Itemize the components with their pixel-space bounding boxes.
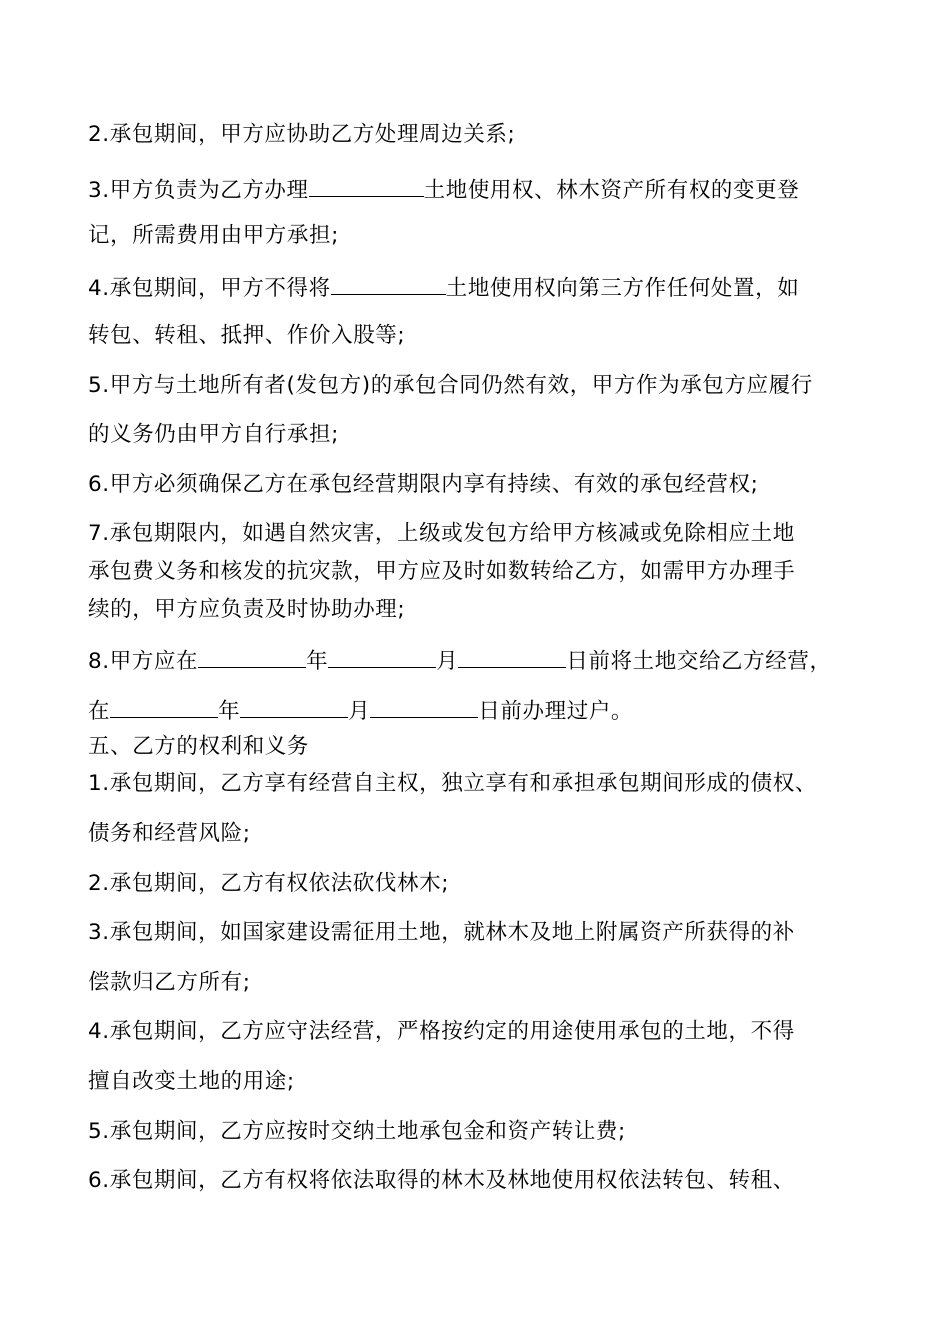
clause-a4 [88,272,878,303]
clause-a8-cont [88,695,878,726]
clause-b4: 4.承包期间，乙方应守法经营，严格按约定的用途使用承包的土地，不得 [88,1019,795,1044]
clause-a5: 5.甲方与土地所有者(发包方)的承包合同仍然有效，甲方作为承包方应履行 [88,373,813,398]
clause-a7-cont: 承包费义务和核发的抗灾款，甲方应及时如数转给乙方，如需甲方办理手 [88,559,796,584]
day-blank[interactable] [370,695,478,718]
clause-b1-cont: 债务和经营风险; [88,821,251,846]
clause-text: 3.甲方负责为乙方办理 [88,178,309,203]
clause-b1: 1.承包期间，乙方享有经营自主权，独立享有和承担承包期间形成的债权、 [88,771,817,796]
section-heading: 五、乙方的权利和义务 [88,734,310,759]
clause-b2: 2.承包期间，乙方有权依法砍伐林木; [88,871,450,896]
clause-text: 土地使用权、林木资产所有权的变更登 [423,178,800,203]
clause-text: 8.甲方应在 [88,649,199,674]
year-label: 年 [306,649,329,674]
clause-b6: 6.承包期间，乙方有权将依法取得的林木及林地使用权依法转包、转租、 [88,1168,795,1193]
year-blank[interactable] [198,645,306,668]
month-blank[interactable] [240,695,348,718]
clause-b4-cont: 擅自改变土地的用途; [88,1069,295,1094]
fill-blank[interactable] [331,272,446,295]
clause-text: 土地使用权向第三方作任何处置，如 [445,276,800,301]
day-blank[interactable] [458,645,566,668]
clause-a6: 6.甲方必须确保乙方在承包经营期限内享有持续、有效的承包经营权; [88,472,759,497]
clause-a3-cont: 记，所需费用由甲方承担; [88,223,339,248]
fill-blank[interactable] [309,174,424,197]
clause-text: 日前办理过户。 [478,699,634,724]
clause-b3: 3.承包期间，如国家建设需征用土地，就林木及地上附属资产所获得的补 [88,920,795,945]
clause-a7-cont: 续的，甲方应负责及时协助办理; [88,597,406,622]
clause-a4-cont: 转包、转租、抵押、作价入股等; [88,323,406,348]
clause-text: 4.承包期间，甲方不得将 [88,276,331,301]
clause-b5: 5.承包期间，乙方应按时交纳土地承包金和资产转让费; [88,1119,626,1144]
clause-a5-cont: 的义务仍由甲方自行承担; [88,422,339,447]
month-label: 月 [348,699,371,724]
clause-a7: 7.承包期限内，如遇自然灾害，上级或发包方给甲方核减或免除相应土地 [88,521,795,546]
month-blank[interactable] [328,645,436,668]
clause-a3 [88,174,878,205]
clause-text: 在 [88,699,111,724]
year-label: 年 [218,699,241,724]
clause-b3-cont: 偿款归乙方所有; [88,970,251,995]
clause-a2: 2.承包期间，甲方应协助乙方处理周边关系; [88,122,516,147]
clause-text: 日前将土地交给乙方经营， [566,649,832,674]
month-label: 月 [436,649,459,674]
year-blank[interactable] [110,695,218,718]
clause-a8 [88,645,878,676]
